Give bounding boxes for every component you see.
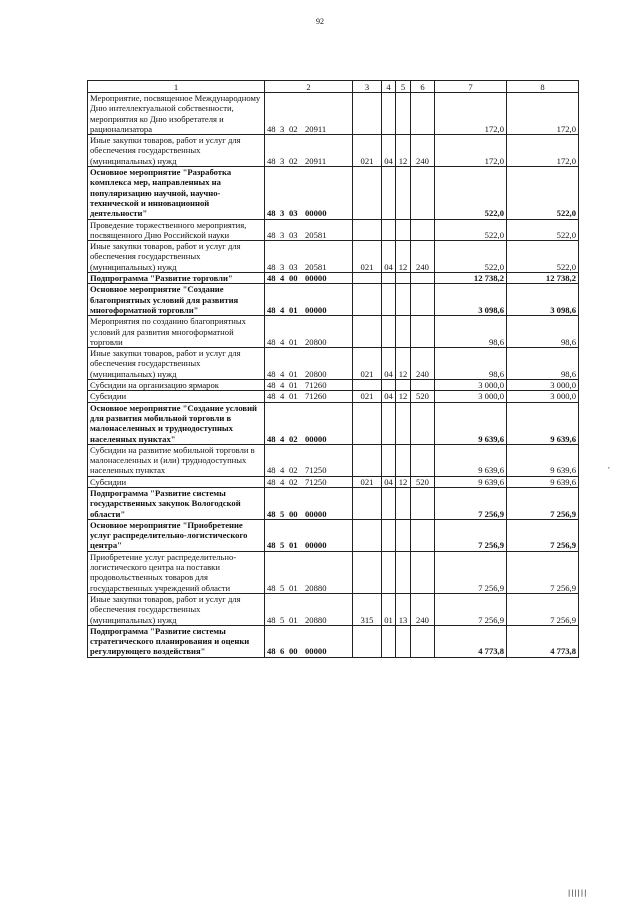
code-subprogram: 3 — [280, 261, 285, 272]
code-event: 02 — [289, 476, 298, 487]
row-pr — [396, 625, 411, 657]
row-sum-col7: 522,0 — [435, 241, 507, 273]
row-grbs — [353, 219, 382, 241]
row-sum-col7: 98,6 — [435, 316, 507, 348]
code-event: 03 — [289, 261, 298, 272]
row-pr — [396, 273, 411, 284]
row-sum-col8: 9 639,6 — [507, 444, 579, 476]
row-code — [265, 444, 353, 476]
row-grbs — [353, 625, 382, 657]
row-vr — [411, 625, 435, 657]
row-grbs — [353, 487, 382, 519]
row-name: Проведение торжественного мероприятия, посвященного Дню Российской науки — [88, 219, 265, 241]
row-vr: 240 — [411, 348, 435, 380]
row-name: Субсидии — [88, 476, 265, 487]
row-code — [265, 487, 353, 519]
row-sum-col8: 12 738,2 — [507, 273, 579, 284]
table-row — [88, 476, 579, 487]
row-sum-col8: 522,0 — [507, 241, 579, 273]
col-header: 1 — [88, 81, 265, 93]
row-rz — [382, 380, 396, 391]
code-program: 48 — [267, 433, 276, 444]
row-name: Иные закупки товаров, работ и услуг для обеспечения государственных (муниципальных) нужд — [88, 348, 265, 380]
row-vr — [411, 273, 435, 284]
row-rz — [382, 93, 396, 135]
code-direction: 71250 — [305, 465, 327, 476]
row-name: Мероприятие, посвященное Международному Дню интеллектуальной собственности, мероприятия ко Дню изобретателя и рационализатора — [88, 93, 265, 135]
row-sum-col8: 9 639,6 — [507, 476, 579, 487]
row-rz: 01 — [382, 593, 396, 625]
row-rz: 04 — [382, 348, 396, 380]
page-number: 92 — [316, 17, 324, 26]
row-code — [265, 348, 353, 380]
code-direction: 00000 — [305, 304, 327, 315]
code-event: 01 — [289, 540, 298, 551]
table-row — [88, 167, 579, 219]
row-rz: 04 — [382, 391, 396, 402]
row-sum-col7: 3 098,6 — [435, 284, 507, 316]
row-sum-col7: 7 256,9 — [435, 487, 507, 519]
barcode: |||||| — [567, 889, 587, 897]
code-subprogram: 6 — [280, 646, 285, 657]
row-rz — [382, 219, 396, 241]
code-program: 48 — [267, 391, 276, 402]
code-event: 02 — [289, 465, 298, 476]
row-sum-col8: 98,6 — [507, 348, 579, 380]
code-program: 48 — [267, 155, 276, 166]
code-program: 48 — [267, 273, 276, 284]
row-name: Основное мероприятие "Создание благоприятных условий для развития многоформатной торговли" — [88, 284, 265, 316]
row-name: Субсидии — [88, 391, 265, 402]
row-sum-col8: 7 256,9 — [507, 487, 579, 519]
row-code — [265, 391, 353, 402]
table-row — [88, 593, 579, 625]
table-row — [88, 625, 579, 657]
row-pr: 13 — [396, 593, 411, 625]
row-sum-col8: 7 256,9 — [507, 593, 579, 625]
row-sum-col7: 98,6 — [435, 348, 507, 380]
code-subprogram: 3 — [280, 229, 285, 240]
code-direction: 71260 — [305, 391, 327, 402]
row-sum-col8: 98,6 — [507, 316, 579, 348]
code-event: 01 — [289, 304, 298, 315]
row-sum-col8: 9 639,6 — [507, 402, 579, 444]
row-code — [265, 380, 353, 391]
row-grbs — [353, 551, 382, 593]
row-sum-col7: 3 000,0 — [435, 391, 507, 402]
row-code — [265, 284, 353, 316]
row-rz — [382, 519, 396, 551]
row-pr: 12 — [396, 135, 411, 167]
code-direction: 71260 — [305, 380, 327, 391]
row-grbs: 021 — [353, 476, 382, 487]
row-pr — [396, 167, 411, 219]
code-direction: 00000 — [305, 433, 327, 444]
row-vr: 240 — [411, 241, 435, 273]
row-grbs: 021 — [353, 391, 382, 402]
row-rz — [382, 487, 396, 519]
row-name: Подпрограмма "Развитие торговли" — [88, 273, 265, 284]
row-name: Иные закупки товаров, работ и услуг для обеспечения государственных (муниципальных) нужд — [88, 593, 265, 625]
row-sum-col8: 522,0 — [507, 167, 579, 219]
code-program: 48 — [267, 208, 276, 219]
row-vr — [411, 380, 435, 391]
table-row — [88, 219, 579, 241]
table-row — [88, 273, 579, 284]
code-event: 00 — [289, 273, 298, 284]
code-direction: 20581 — [305, 229, 327, 240]
table-row — [88, 241, 579, 273]
row-sum-col7: 12 738,2 — [435, 273, 507, 284]
row-pr — [396, 551, 411, 593]
code-direction: 20880 — [305, 582, 327, 593]
code-subprogram: 4 — [280, 433, 285, 444]
row-code — [265, 93, 353, 135]
row-rz: 04 — [382, 476, 396, 487]
row-name: Субсидии на организацию ярмарок — [88, 380, 265, 391]
code-subprogram: 5 — [280, 582, 285, 593]
row-sum-col7: 4 773,8 — [435, 625, 507, 657]
row-code — [265, 593, 353, 625]
col-header: 6 — [411, 81, 435, 93]
row-grbs — [353, 316, 382, 348]
row-sum-col8: 7 256,9 — [507, 551, 579, 593]
row-code — [265, 316, 353, 348]
code-subprogram: 3 — [280, 208, 285, 219]
code-subprogram: 3 — [280, 155, 285, 166]
row-name: Приобретение услуг распределительно-логистического центра на поставки продовольственных товаров для государственных учреждений области — [88, 551, 265, 593]
row-pr: 12 — [396, 348, 411, 380]
row-sum-col8: 3 000,0 — [507, 380, 579, 391]
row-code — [265, 167, 353, 219]
col-header: 5 — [396, 81, 411, 93]
row-sum-col7: 7 256,9 — [435, 519, 507, 551]
row-vr — [411, 551, 435, 593]
row-rz: 04 — [382, 241, 396, 273]
table-row — [88, 402, 579, 444]
code-program: 48 — [267, 476, 276, 487]
code-subprogram: 4 — [280, 304, 285, 315]
code-event: 01 — [289, 336, 298, 347]
row-pr: 12 — [396, 241, 411, 273]
code-program: 48 — [267, 380, 276, 391]
code-direction: 00000 — [305, 646, 327, 657]
row-grbs — [353, 284, 382, 316]
code-event: 01 — [289, 380, 298, 391]
code-program: 48 — [267, 229, 276, 240]
row-rz — [382, 444, 396, 476]
row-code — [265, 219, 353, 241]
row-sum-col7: 7 256,9 — [435, 593, 507, 625]
table-row — [88, 519, 579, 551]
table-row — [88, 93, 579, 135]
row-code — [265, 476, 353, 487]
code-event: 02 — [289, 123, 298, 134]
row-pr: 12 — [396, 476, 411, 487]
code-event: 01 — [289, 391, 298, 402]
row-name: Основное мероприятие "Создание условий для развития мобильной торговли в малонаселенных и труднодоступных населенных пунктах" — [88, 402, 265, 444]
row-grbs — [353, 273, 382, 284]
col-header: 2 — [265, 81, 353, 93]
row-name: Подпрограмма "Развитие системы стратегического планирования и оценки регулирующего воздействия" — [88, 625, 265, 657]
row-pr — [396, 519, 411, 551]
table-row — [88, 135, 579, 167]
row-grbs: 315 — [353, 593, 382, 625]
row-rz: 04 — [382, 135, 396, 167]
code-program: 48 — [267, 336, 276, 347]
row-grbs — [353, 380, 382, 391]
row-sum-col8: 3 000,0 — [507, 391, 579, 402]
row-code — [265, 551, 353, 593]
row-rz — [382, 316, 396, 348]
row-vr — [411, 444, 435, 476]
row-sum-col8: 3 098,6 — [507, 284, 579, 316]
row-rz — [382, 625, 396, 657]
code-direction: 00000 — [305, 540, 327, 551]
table-row — [88, 487, 579, 519]
code-direction: 20911 — [305, 123, 327, 134]
row-name: Субсидии на развитие мобильной торговли в малонаселенных и (или) труднодоступных населенных пунктах — [88, 444, 265, 476]
code-event: 02 — [289, 155, 298, 166]
row-pr — [396, 444, 411, 476]
row-rz — [382, 551, 396, 593]
table-row — [88, 284, 579, 316]
row-name: Мероприятия по созданию благоприятных условий для развития многоформатной торговли — [88, 316, 265, 348]
code-program: 48 — [267, 123, 276, 134]
code-direction: 20800 — [305, 336, 327, 347]
row-vr — [411, 316, 435, 348]
row-pr — [396, 219, 411, 241]
table-row — [88, 391, 579, 402]
row-code — [265, 273, 353, 284]
code-subprogram: 5 — [280, 540, 285, 551]
row-sum-col8: 522,0 — [507, 219, 579, 241]
row-name: Иные закупки товаров, работ и услуг для обеспечения государственных (муниципальных) нужд — [88, 135, 265, 167]
row-vr — [411, 284, 435, 316]
row-sum-col7: 172,0 — [435, 135, 507, 167]
row-sum-col8: 7 256,9 — [507, 519, 579, 551]
budget-table — [87, 80, 579, 658]
row-code — [265, 519, 353, 551]
row-sum-col8: 172,0 — [507, 93, 579, 135]
col-header: 8 — [507, 81, 579, 93]
code-subprogram: 4 — [280, 368, 285, 379]
col-header: 7 — [435, 81, 507, 93]
row-rz — [382, 167, 396, 219]
col-header: 4 — [382, 81, 396, 93]
code-event: 01 — [289, 614, 298, 625]
code-program: 48 — [267, 368, 276, 379]
row-grbs — [353, 93, 382, 135]
code-program: 48 — [267, 614, 276, 625]
row-sum-col8: 172,0 — [507, 135, 579, 167]
code-subprogram: 4 — [280, 465, 285, 476]
code-program: 48 — [267, 465, 276, 476]
row-grbs: 021 — [353, 135, 382, 167]
code-program: 48 — [267, 304, 276, 315]
code-subprogram: 5 — [280, 614, 285, 625]
code-program: 48 — [267, 540, 276, 551]
code-event: 03 — [289, 208, 298, 219]
row-name: Подпрограмма "Развитие системы государственных закупок Вологодской области" — [88, 487, 265, 519]
row-pr: 12 — [396, 391, 411, 402]
row-sum-col8: 4 773,8 — [507, 625, 579, 657]
row-vr: 520 — [411, 476, 435, 487]
code-direction: 71250 — [305, 476, 327, 487]
table-row — [88, 380, 579, 391]
row-rz — [382, 284, 396, 316]
row-rz — [382, 402, 396, 444]
row-vr — [411, 402, 435, 444]
row-pr — [396, 93, 411, 135]
row-pr — [396, 284, 411, 316]
row-sum-col7: 522,0 — [435, 167, 507, 219]
row-grbs — [353, 519, 382, 551]
row-sum-col7: 522,0 — [435, 219, 507, 241]
row-sum-col7: 172,0 — [435, 93, 507, 135]
row-sum-col7: 3 000,0 — [435, 380, 507, 391]
row-vr: 520 — [411, 391, 435, 402]
row-name: Основное мероприятие "Разработка комплекса мер, направленных на популяризацию научной, научно-технической и инновационной деятельности" — [88, 167, 265, 219]
row-code — [265, 625, 353, 657]
code-program: 48 — [267, 646, 276, 657]
row-grbs: 021 — [353, 348, 382, 380]
row-pr — [396, 380, 411, 391]
row-pr — [396, 487, 411, 519]
code-direction: 00000 — [305, 508, 327, 519]
code-event: 00 — [289, 508, 298, 519]
row-grbs — [353, 167, 382, 219]
row-grbs — [353, 402, 382, 444]
code-event: 01 — [289, 368, 298, 379]
row-vr — [411, 93, 435, 135]
row-vr: 240 — [411, 593, 435, 625]
row-vr — [411, 219, 435, 241]
row-vr — [411, 487, 435, 519]
code-program: 48 — [267, 508, 276, 519]
code-direction: 20581 — [305, 261, 327, 272]
row-vr — [411, 167, 435, 219]
code-subprogram: 3 — [280, 123, 285, 134]
row-sum-col7: 9 639,6 — [435, 476, 507, 487]
code-event: 00 — [289, 646, 298, 657]
table-row — [88, 551, 579, 593]
code-direction: 20880 — [305, 614, 327, 625]
table-row — [88, 316, 579, 348]
row-code — [265, 241, 353, 273]
row-rz — [382, 273, 396, 284]
code-direction: 00000 — [305, 273, 327, 284]
row-name: Иные закупки товаров, работ и услуг для обеспечения государственных (муниципальных) нужд — [88, 241, 265, 273]
code-program: 48 — [267, 261, 276, 272]
code-direction: 00000 — [305, 208, 327, 219]
margin-mark: , — [608, 462, 610, 470]
code-subprogram: 5 — [280, 508, 285, 519]
table-row — [88, 444, 579, 476]
code-program: 48 — [267, 582, 276, 593]
row-code — [265, 135, 353, 167]
code-direction: 20911 — [305, 155, 327, 166]
code-event: 02 — [289, 433, 298, 444]
row-grbs: 021 — [353, 241, 382, 273]
row-vr: 240 — [411, 135, 435, 167]
row-sum-col7: 7 256,9 — [435, 551, 507, 593]
row-sum-col7: 9 639,6 — [435, 402, 507, 444]
row-grbs — [353, 444, 382, 476]
code-event: 03 — [289, 229, 298, 240]
code-subprogram: 4 — [280, 380, 285, 391]
code-subprogram: 4 — [280, 336, 285, 347]
table-row — [88, 348, 579, 380]
row-name: Основное мероприятие "Приобретение услуг распределительно-логистического центра" — [88, 519, 265, 551]
row-vr — [411, 519, 435, 551]
code-event: 01 — [289, 582, 298, 593]
row-pr — [396, 316, 411, 348]
code-subprogram: 4 — [280, 476, 285, 487]
code-direction: 20800 — [305, 368, 327, 379]
header-row — [88, 81, 579, 93]
code-subprogram: 4 — [280, 391, 285, 402]
row-sum-col7: 9 639,6 — [435, 444, 507, 476]
code-subprogram: 4 — [280, 273, 285, 284]
row-pr — [396, 402, 411, 444]
col-header: 3 — [353, 81, 382, 93]
row-code — [265, 402, 353, 444]
